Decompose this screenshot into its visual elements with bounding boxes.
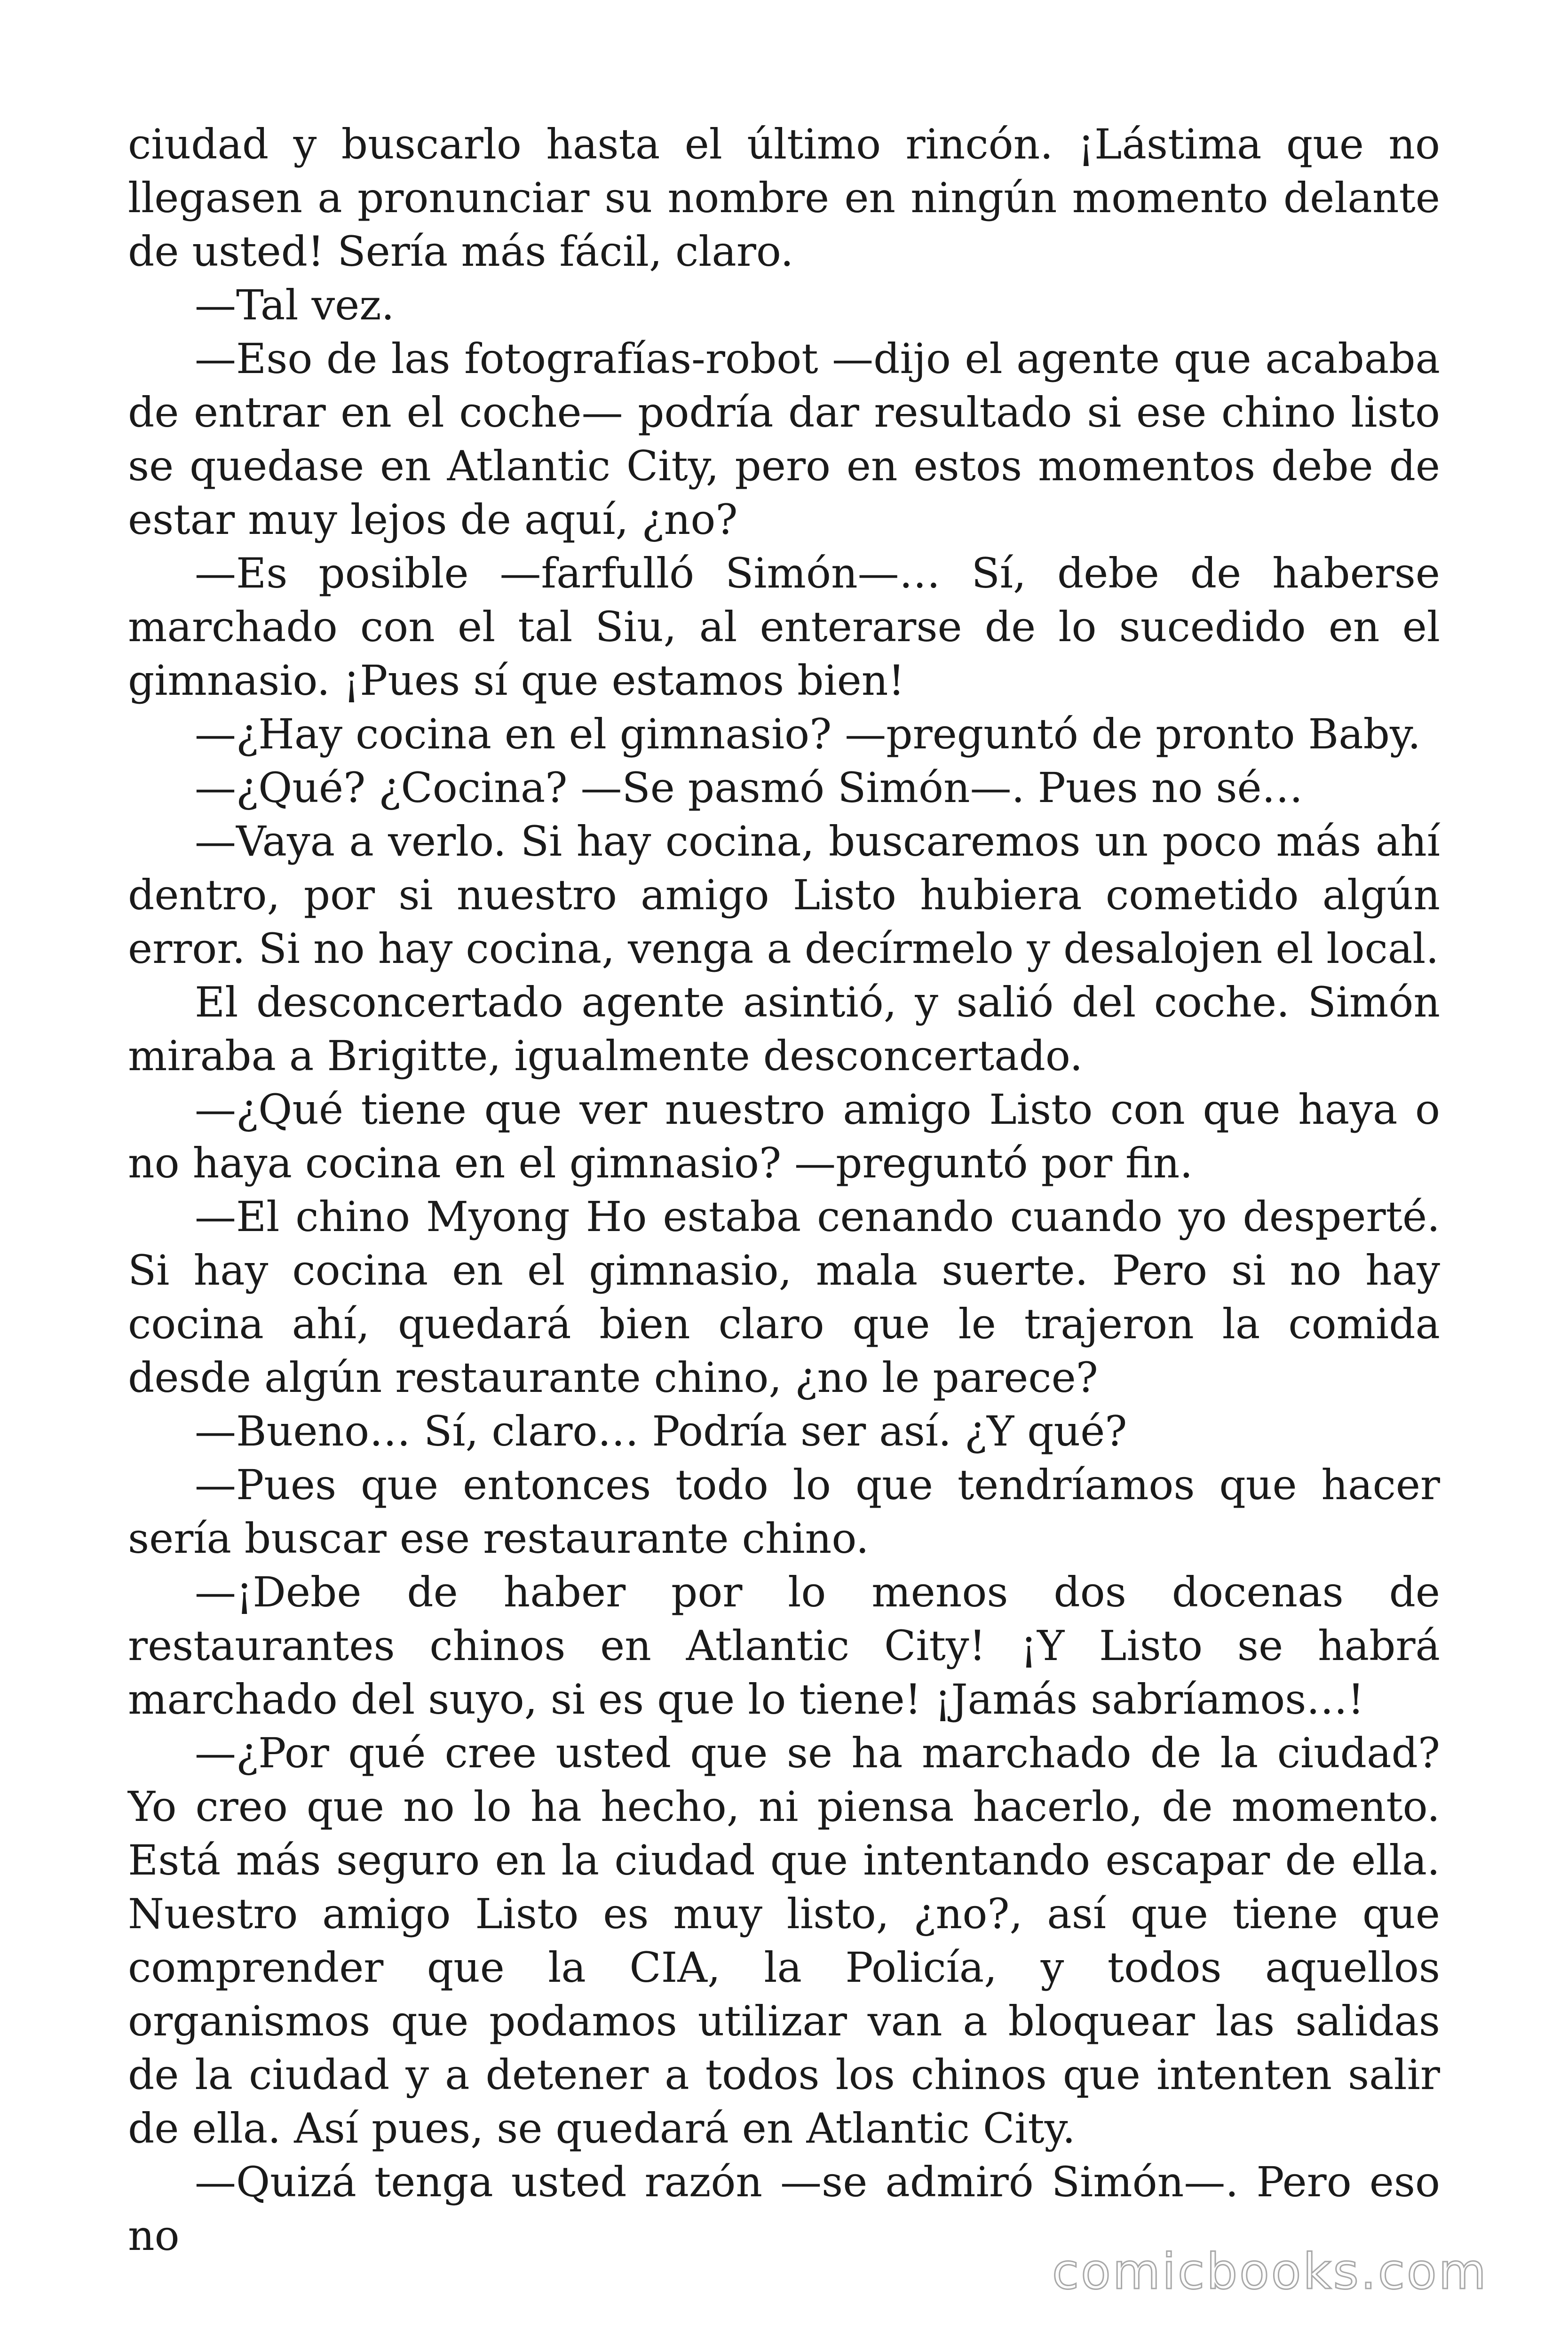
paragraph: —Pues que entonces todo lo que tendríamos que hacer sería buscar ese restaurante chino. (128, 1461, 1440, 1563)
paragraph: El desconcertado agente asintió, y salió del coche. Simón miraba a Brigitte, igualmente desconcertado. (128, 978, 1440, 1080)
paragraph: —Es posible —farfulló Simón—… Sí, debe de haberse marchado con el tal Siu, al enterarse de lo sucedido en el gimnasio. ¡Pues sí que estamos bien! (128, 549, 1440, 705)
body-text (128, 118, 1440, 2263)
paragraph: —¿Hay cocina en el gimnasio? —preguntó de pronto Baby. (195, 710, 1421, 758)
paragraph: —¿Qué? ¿Cocina? —Se pasmó Simón—. Pues no sé… (195, 763, 1303, 812)
paragraph: —Vaya a verlo. Si hay cocina, buscaremos un poco más ahí dentro, por si nuestro amigo Listo hubiera cometido algún error. Si no hay cocina, venga a decírmelo y desalojen el local. (128, 817, 1440, 973)
paragraph: ciudad y buscarlo hasta el último rincón. ¡Lástima que no llegasen a pronunciar su nombre en ningún momento delante de usted! Sería más fácil, claro. (128, 120, 1440, 276)
paragraph: —¿Por qué cree usted que se ha marchado de la ciudad? Yo creo que no lo ha hecho, ni piensa hacerlo, de momento. Está más seguro en la ciudad que intentando escapar de ella. Nuestro amigo Listo es muy listo, ¿no?, así que tiene que comprender que la CIA, la Policía, y todos aquellos organismos que podamos utilizar van a bloquear las salidas de la ciudad y a detener a todos los chinos que intenten salir de ella. Así pues, se quedará en Atlantic City. (128, 1729, 1440, 2153)
site-watermark: comicbooks.com (1052, 2243, 1488, 2300)
paragraph: —¿Qué tiene que ver nuestro amigo Listo con que haya o no haya cocina en el gimnasio? —preguntó por fin. (128, 1085, 1440, 1187)
paragraph: —Tal vez. (195, 281, 395, 329)
paragraph: —¡Debe de haber por lo menos dos docenas de restaurantes chinos en Atlantic City! ¡Y Listo se habrá marchado del suyo, si es que lo tiene! ¡Jamás sabríamos…! (128, 1568, 1440, 1724)
paragraph: —Eso de las fotografías-robot —dijo el agente que acababa de entrar en el coche— podría dar resultado si ese chino listo se quedase en Atlantic City, pero en estos momentos debe de estar muy lejos de aquí, ¿no? (128, 334, 1440, 544)
paragraph: —Bueno… Sí, claro… Podría ser así. ¿Y qué? (195, 1407, 1127, 1455)
paragraph: —El chino Myong Ho estaba cenando cuando yo desperté. Si hay cocina en el gimnasio, mala suerte. Pero si no hay cocina ahí, quedará bien claro que le trajeron la comida desde algún restaurante chino, ¿no le parece? (128, 1192, 1440, 1402)
paragraph: —Quizá tenga usted razón —se admiró Simón—. Pero eso no (128, 2158, 1440, 2260)
